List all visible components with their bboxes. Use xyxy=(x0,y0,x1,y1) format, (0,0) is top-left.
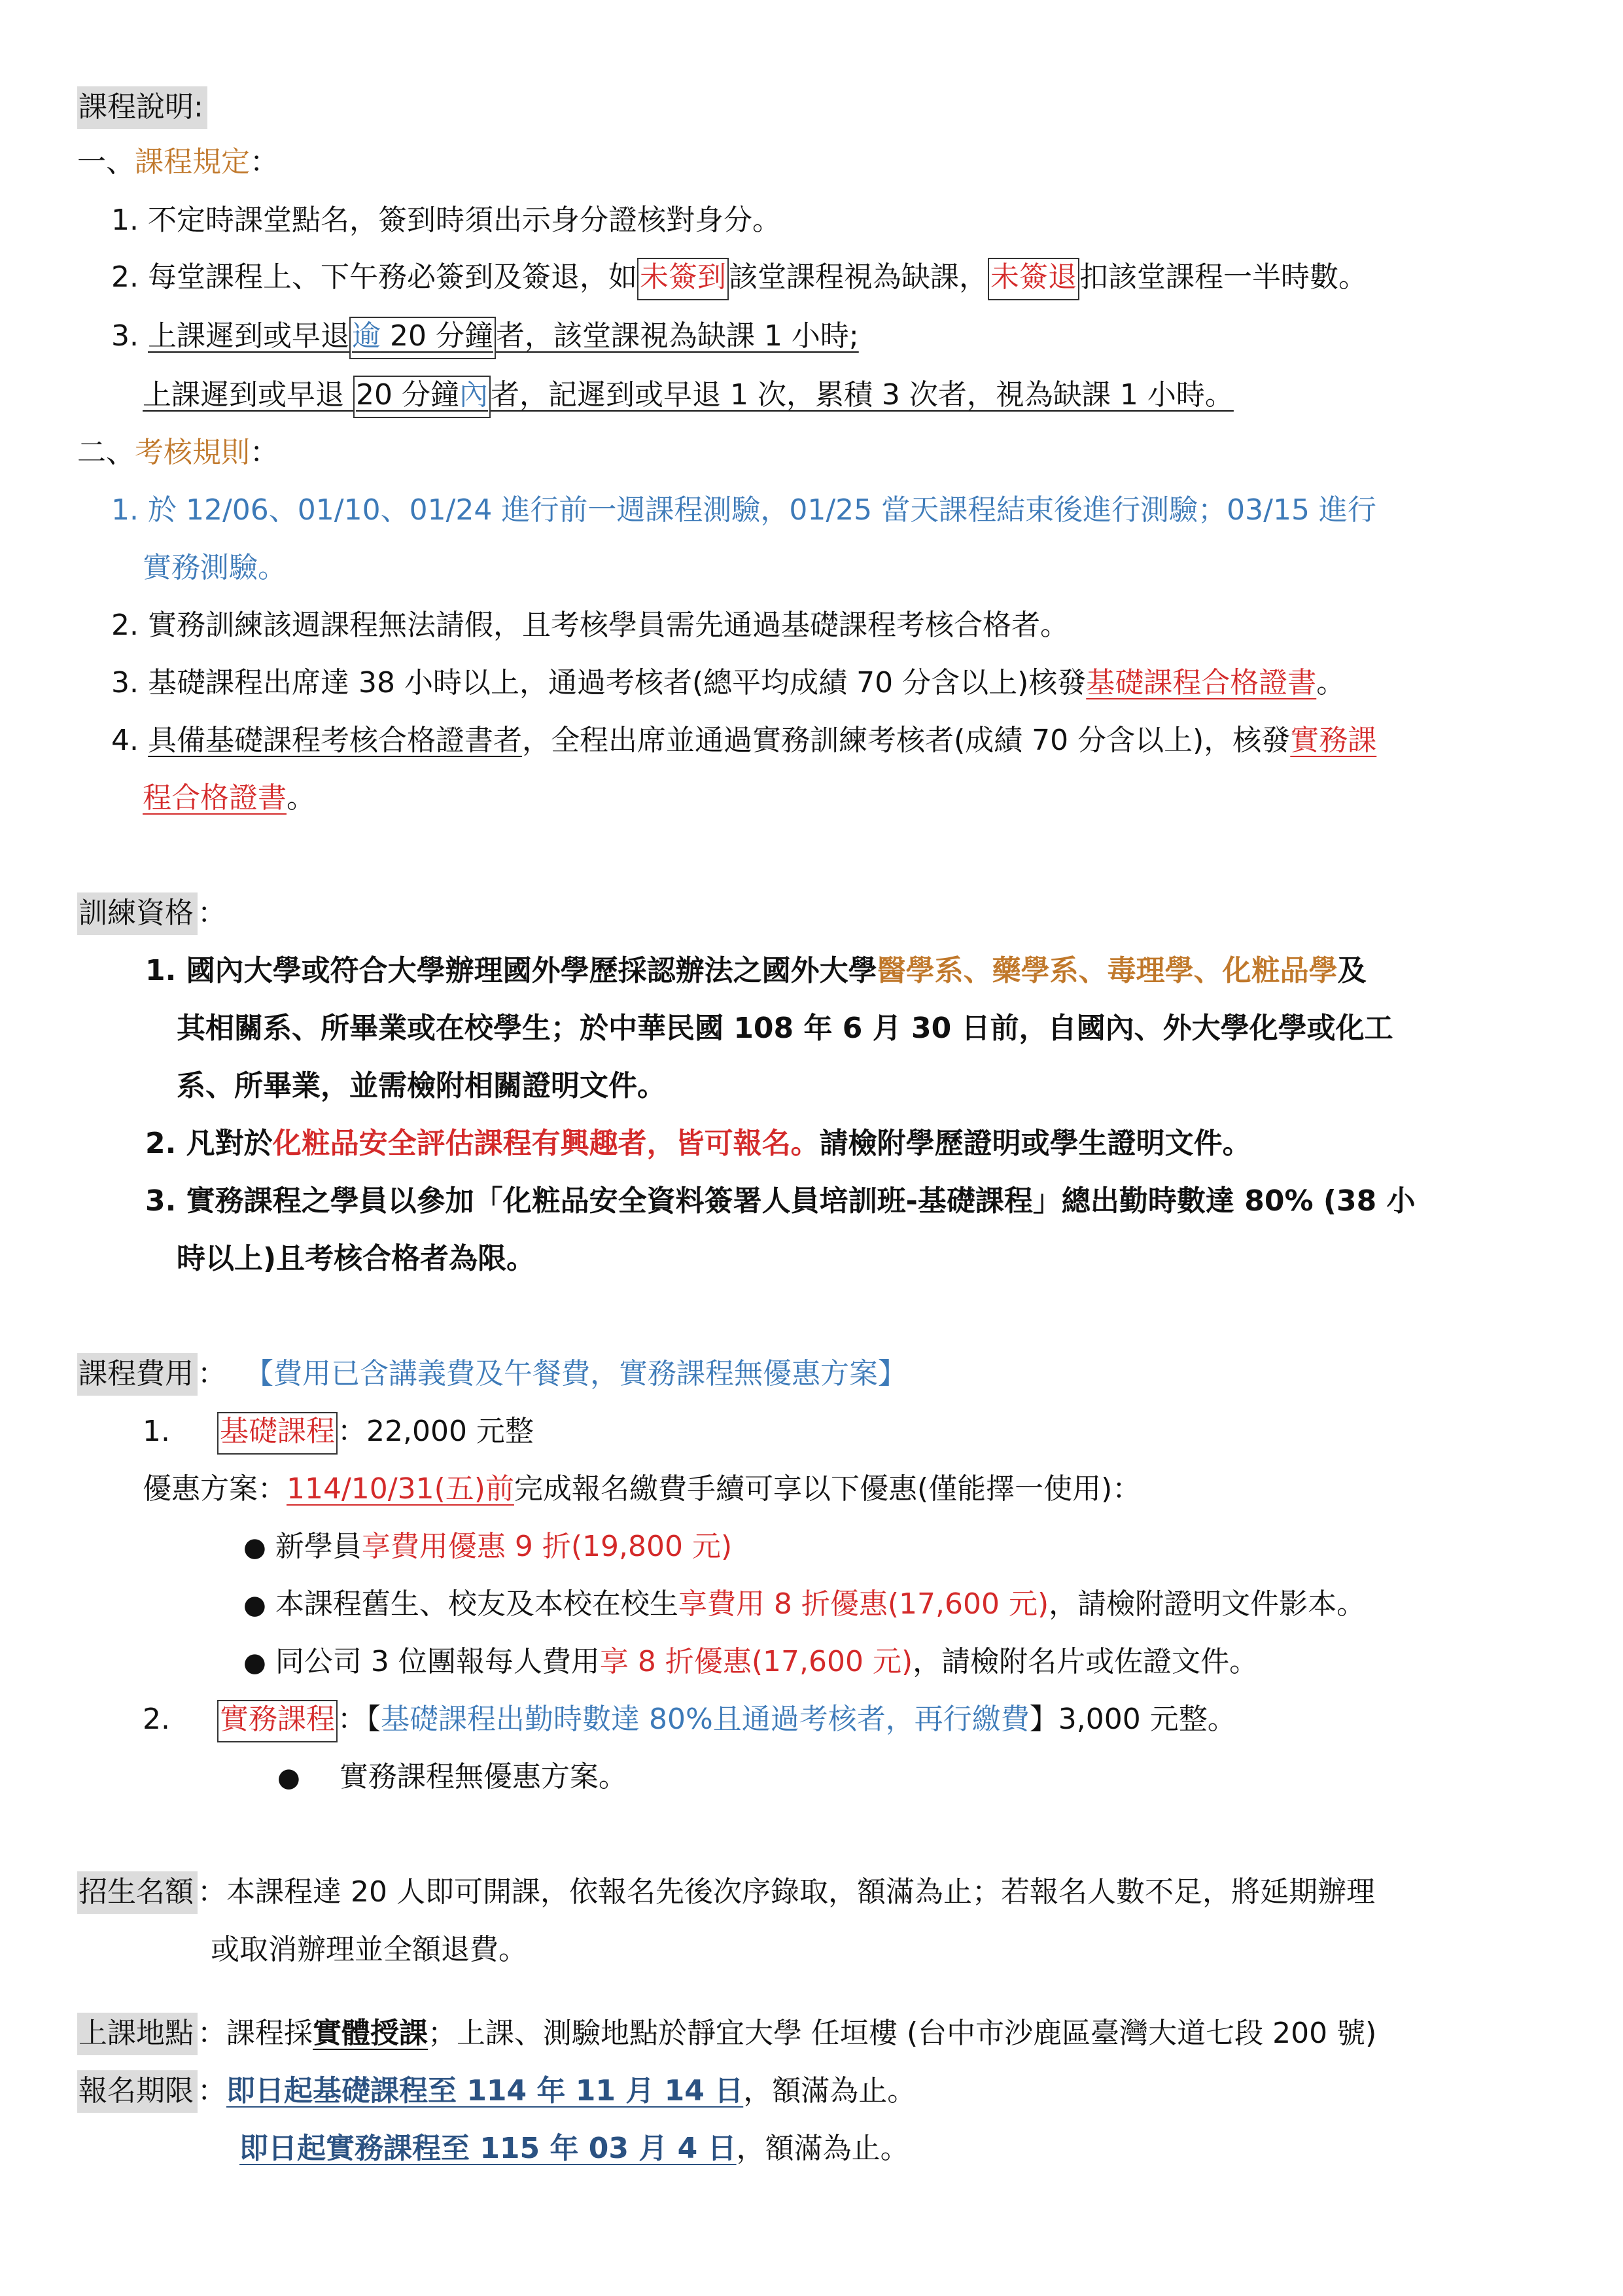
discount-bullet-3: ● 同公司 3 位團報每人費用享 8 折優惠(17,600 元)，請檢附名片或佐證文件。 xyxy=(243,1645,1259,1678)
rule-item-2: 2. 每堂課程上、下午務必簽到及簽退，如未簽到該堂課程視為缺課，未簽退扣該堂課程一半時數。 xyxy=(111,263,1367,292)
deadline-line2: 即日起實務課程至 115 年 03 月 4 日，額滿為止。 xyxy=(239,2132,909,2165)
qualification-item-1-line3: 系、所畢業，並需檢附相關證明文件。 xyxy=(177,1069,666,1103)
practice-certificate: 程合格證書 xyxy=(143,781,287,815)
exam-item-4-cont: 程合格證書。 xyxy=(143,781,315,815)
rule-item-3: 3. 上課遲到或早退逾 20 分鐘者，該堂課視為缺課 1 小時; xyxy=(111,322,859,351)
exam-item-1: 1. 於 12/06、01/10、01/24 進行前一週課程測驗，01/25 當天課程結束後進行測驗；03/15 進行 xyxy=(111,493,1376,527)
exam-title: 二、考核規則： xyxy=(77,436,279,469)
basic-deadline: 即日起基礎課程至 114 年 11 月 14 日 xyxy=(226,2074,744,2108)
exam-item-2: 2. 實務訓練該週課程無法請假，且考核學員需先通過基礎課程考核合格者。 xyxy=(111,609,1069,642)
bullet-icon: ● xyxy=(243,1648,266,1678)
quota-line2: 或取消辦理並全額退費。 xyxy=(211,1933,527,1966)
exam-item-3: 3. 基礎課程出席達 38 小時以上，通過考核者(總平均成績 70 分含以上)核發基礎課程合格證書。 xyxy=(111,666,1346,699)
exam-item-1-cont: 實務測驗。 xyxy=(143,551,287,584)
bullet-icon: ● xyxy=(243,1532,266,1563)
heading-label: 課程說明: xyxy=(77,86,207,129)
section-heading-location: 上課地點 ：課程採實體授課；上課、測驗地點於靜宜大學 任垣樓 (台中市沙鹿區臺灣大道七段 200 號) xyxy=(77,2019,1376,2048)
section-heading-quota: 招生名額 ：本課程達 20 人即可開課，依報名先後次序錄取，額滿為止；若報名人數不足，將延期辦理 xyxy=(77,1878,1375,1907)
discount-deadline: 114/10/31(五)前 xyxy=(287,1472,514,1506)
practice-deadline: 即日起實務課程至 115 年 03 月 4 日 xyxy=(239,2132,737,2165)
qualification-item-1: 1. 國內大學或符合大學辦理國外學歷採認辦法之國外大學醫學系、藥學系、毒理學、化粧品學及 xyxy=(145,954,1367,987)
rules-title: 一、課程規定： xyxy=(77,145,279,179)
practice-course-box: 實務課程 xyxy=(217,1700,338,1742)
qualification-item-2: 2. 凡對於化粧品安全評估課程有興趣者，皆可報名。請檢附學歷證明或學生證明文件。 xyxy=(145,1127,1251,1160)
bullet-icon: ● xyxy=(277,1763,300,1793)
qualification-item-3: 3. 實務課程之學員以參加「化粧品安全資料簽署人員培訓班-基礎課程」總出勤時數達 80% (38 小 xyxy=(145,1184,1416,1218)
section-heading-course-desc xyxy=(77,90,207,124)
qualification-item-3-line2: 時以上)且考核合格者為限。 xyxy=(177,1242,536,1275)
in-person-label: 實體授課 xyxy=(313,2017,428,2050)
discount-bullet-2: ● 本課程舊生、校友及本校在校生享費用 8 折優惠(17,600 元)，請檢附證明文件影本。 xyxy=(243,1587,1366,1621)
no-sign-out-box: 未簽退 xyxy=(988,258,1079,300)
fee-basic: 1. 基礎課程：22,000 元整 xyxy=(143,1417,534,1446)
fee-note: 【費用已含講義費及午餐費，實務課程無優惠方案】 xyxy=(244,1357,907,1390)
bullet-icon: ● xyxy=(243,1590,266,1620)
section-heading-qualification: 訓練資格 ： xyxy=(77,899,226,928)
fee-practice: 2. 實務課程：【基礎課程出勤時數達 80%且通過考核者，再行繳費】3,000 元整。 xyxy=(143,1705,1236,1734)
exam-item-4: 4. 具備基礎課程考核合格證書者，全程出席並通過實務訓練考核者(成績 70 分含以上)，核發實務課 xyxy=(111,724,1377,757)
no-sign-in-box: 未簽到 xyxy=(637,258,729,300)
practice-note: ● 實務課程無優惠方案。 xyxy=(277,1760,627,1793)
rule-item-3-cont: 上課遲到或早退 20 分鐘內者，記遲到或早退 1 次，累積 3 次者，視為缺課 1 小時。 xyxy=(143,381,1234,410)
over-20min-box: 逾 20 分鐘 xyxy=(349,317,496,359)
basic-course-box: 基礎課程 xyxy=(217,1412,338,1455)
basic-certificate: 基礎課程合格證書 xyxy=(1086,666,1317,699)
section-heading-fee: 課程費用 ： 【費用已含講義費及午餐費，實務課程無優惠方案】 xyxy=(77,1360,907,1388)
qualification-item-1-line2: 其相關系、所畢業或在校學生；於中華民國 108 年 6 月 30 日前，自國內、外大學化學或化工 xyxy=(177,1012,1393,1045)
fee-discount: 優惠方案：114/10/31(五)前完成報名繳費手續可享以下優惠(僅能擇一使用)： xyxy=(143,1472,1142,1506)
section-heading-deadline: 報名期限 ：即日起基礎課程至 114 年 11 月 14 日，額滿為止。 xyxy=(77,2077,916,2106)
discount-bullet-1: ● 新學員享費用優惠 9 折(19,800 元) xyxy=(243,1530,733,1563)
within-20min-box: 20 分鐘內 xyxy=(353,376,491,418)
rule-item-1: 1. 不定時課堂點名，簽到時須出示身分證核對身分。 xyxy=(111,203,781,237)
